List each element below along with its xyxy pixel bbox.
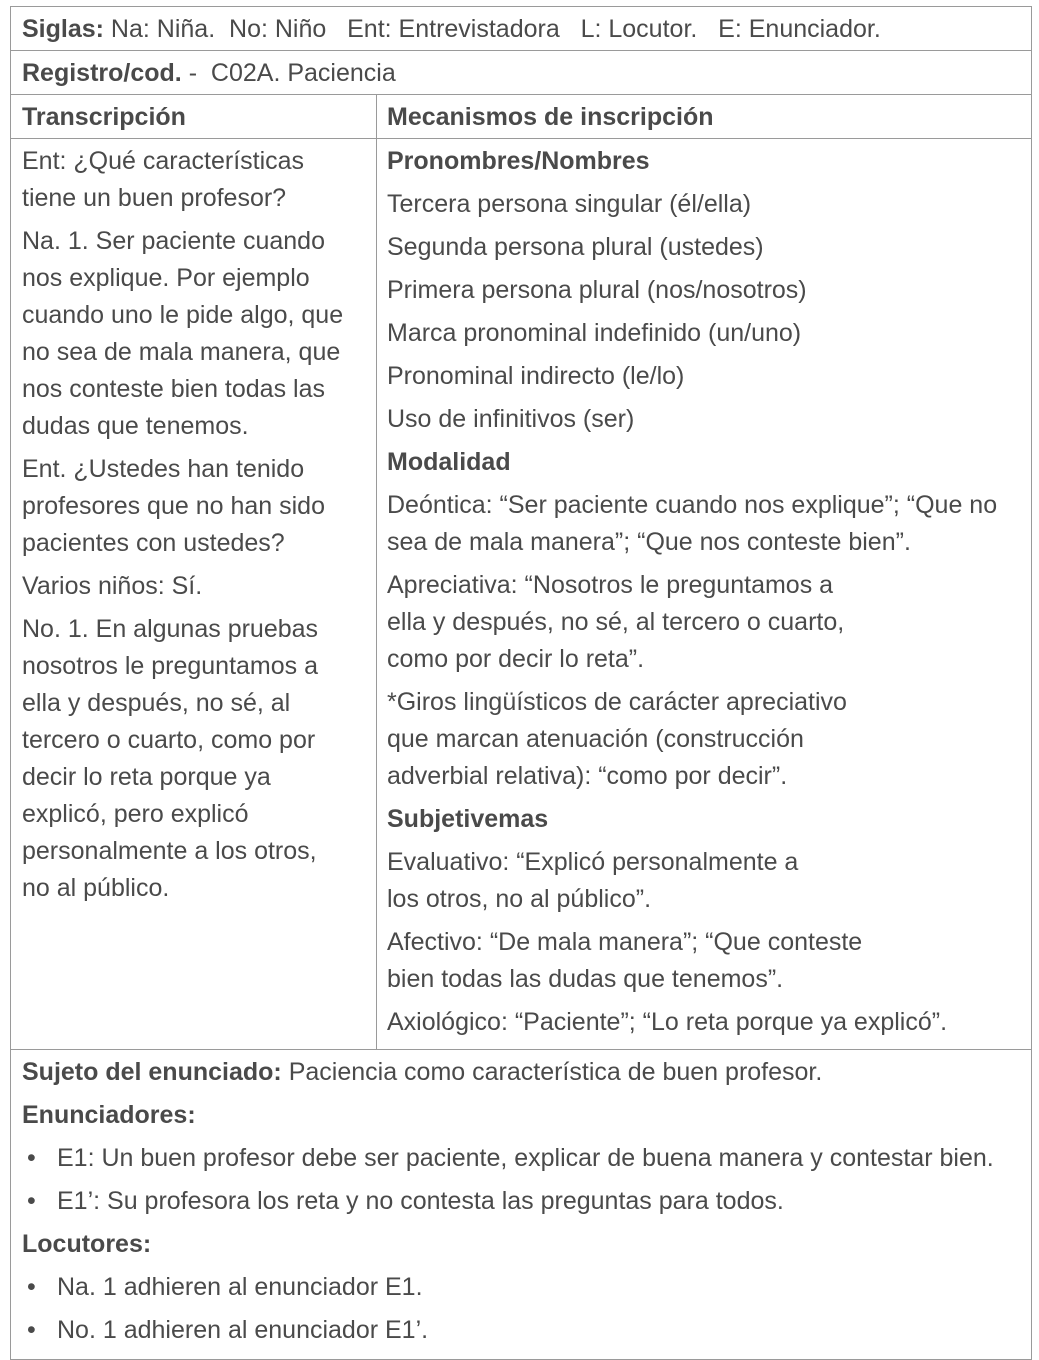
enunciador-item: • E1: Un buen profesor debe ser paciente, explicar de buena manera y contestar bien. xyxy=(22,1140,1020,1177)
subjetivemas-item: Afectivo: “De mala manera”; “Que conteste bien todas las dudas que tenemos”. xyxy=(387,928,863,993)
header-row xyxy=(11,95,1031,139)
sujeto-label: Sujeto del enunciado: xyxy=(22,1058,282,1086)
pronombres-item: Tercera persona singular (él/ella) xyxy=(387,190,752,218)
transcript-line: Ent. ¿Ustedes han tenido profesores que no han sido pacientes con ustedes? xyxy=(22,455,325,557)
enunciadores-label: Enunciadores: xyxy=(22,1101,196,1129)
mecanismos-column xyxy=(377,139,1031,1049)
content-row xyxy=(11,139,1031,1050)
pronombres-title: Pronombres/Nombres xyxy=(387,147,650,175)
locutores-label: Locutores: xyxy=(22,1230,152,1258)
registro-row xyxy=(11,51,1031,95)
modalidad-title: Modalidad xyxy=(387,448,511,476)
siglas-text: Na: Niña. No: Niño Ent: Entrevistadora L: Locutor. E: Enunciador. xyxy=(103,15,881,43)
locutor-item: • Na. 1 adhieren al enunciador E1. xyxy=(22,1269,1020,1306)
analysis-table xyxy=(10,6,1032,1360)
transcript-line: Varios niños: Sí. xyxy=(22,572,203,600)
mecanismos-header: Mecanismos de inscripción xyxy=(387,103,714,131)
summary-section xyxy=(11,1050,1031,1359)
pronombres-item: Primera persona plural (nos/nosotros) xyxy=(387,276,807,304)
modalidad-item: Deóntica: “Ser paciente cuando nos explique”; “Que no sea de mala manera”; “Que nos conteste bien”. xyxy=(387,491,998,556)
subjetivemas-item: Evaluativo: “Explicó personalmente a los otros, no al público”. xyxy=(387,848,799,913)
pronombres-item: Uso de infinitivos (ser) xyxy=(387,405,635,433)
transcripcion-header: Transcripción xyxy=(11,95,377,138)
modalidad-item: *Giros lingüísticos de carácter apreciativo que marcan atenuación (construcción adverbial relativa): “como por decir”. xyxy=(387,688,847,790)
transcript-line: Ent: ¿Qué características tiene un buen profesor? xyxy=(22,147,305,212)
locutores-list xyxy=(22,1269,1020,1349)
pronombres-item: Segunda persona plural (ustedes) xyxy=(387,233,764,261)
pronombres-item: Marca pronominal indefinido (un/uno) xyxy=(387,319,802,347)
registro-label: Registro/cod. xyxy=(22,59,182,87)
subjetivemas-title: Subjetivemas xyxy=(387,805,549,833)
transcript-line: No. 1. En algunas pruebas nosotros le preguntamos a ella y después, no sé, al tercero o cuarto, como por decir lo reta porque ya explicó, pero explicó personalmente a los otros, no al público. xyxy=(22,615,319,902)
transcript-line: Na. 1. Ser paciente cuando nos explique. Por ejemplo cuando uno le pide algo, que no sea de mala manera, que nos conteste bien todas las dudas que tenemos. xyxy=(22,227,344,440)
sujeto-text: Paciencia como característica de buen profesor. xyxy=(281,1058,823,1086)
siglas-row xyxy=(11,7,1031,51)
modalidad-item: Apreciativa: “Nosotros le preguntamos a ella y después, no sé, al tercero o cuarto, como por decir lo reta”. xyxy=(387,571,845,673)
sujeto-line xyxy=(22,1054,1020,1091)
siglas-label: Siglas: xyxy=(22,15,104,43)
pronombres-item: Pronominal indirecto (le/lo) xyxy=(387,362,685,390)
transcripcion-column xyxy=(11,139,377,1049)
enunciador-item: • E1’: Su profesora los reta y no contesta las preguntas para todos. xyxy=(22,1183,1020,1220)
registro-text: - C02A. Paciencia xyxy=(181,59,396,87)
locutor-item: • No. 1 adhieren al enunciador E1’. xyxy=(22,1312,1020,1349)
enunciadores-list xyxy=(22,1140,1020,1220)
subjetivemas-item: Axiológico: “Paciente”; “Lo reta porque ya explicó”. xyxy=(387,1008,948,1036)
